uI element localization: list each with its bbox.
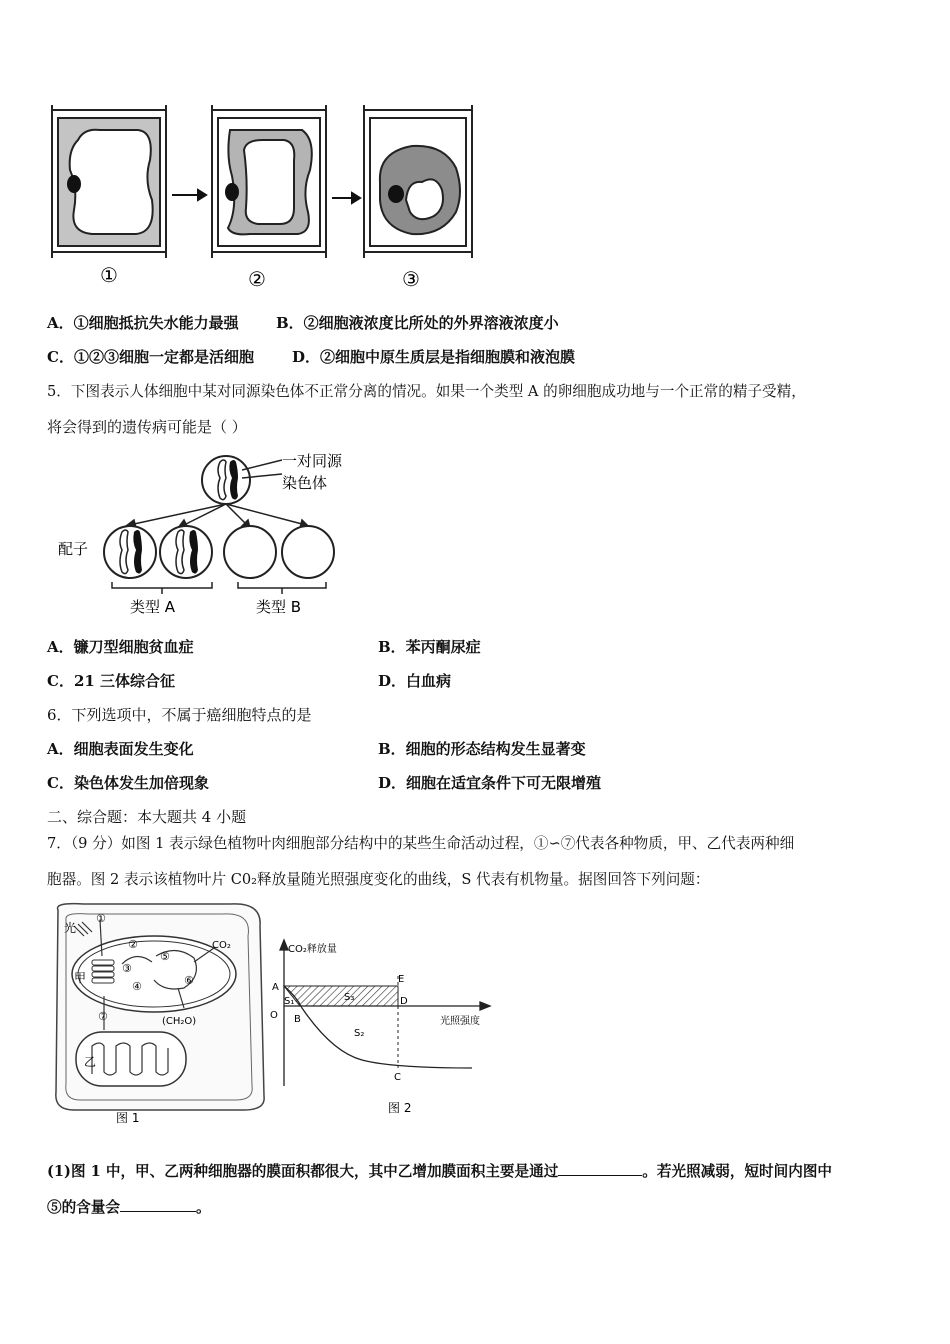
q7-stem-line1: 7．（9 分）如图 1 表示绿色植物叶肉细胞部分结构中的某些生命活动过程，①∽⑦代表各种物质，甲、乙代表两种细 bbox=[47, 835, 795, 852]
q4-option-c: C．①②③细胞一定都是活细胞 bbox=[47, 348, 254, 366]
q7-sub1-text-c: ⑤的含量会 bbox=[47, 1199, 120, 1216]
answer-blank-1[interactable] bbox=[558, 1161, 642, 1176]
q7-stem-line2: 胞器。图 2 表示该植物叶片 C0₂释放量随光照强度变化的曲线，S 代表有机物量。据图回答下列问题： bbox=[47, 871, 710, 888]
substance-4: ④ bbox=[132, 980, 142, 993]
type-a-label: 类型 A bbox=[130, 598, 176, 616]
q7-sub1-text-b: 。若光照减弱，短时间内图中 bbox=[642, 1163, 833, 1180]
q7-sub1-text-a: (1)图 1 中，甲、乙两种细胞器的膜面积都很大，其中乙增加膜面积主要是通过 bbox=[47, 1163, 559, 1180]
area-s1-label: S₁ bbox=[284, 996, 295, 1007]
q7-sub1-text-d: 。 bbox=[195, 1199, 211, 1216]
q7-sub1-line1 bbox=[47, 1160, 832, 1181]
plasmolysis-figure bbox=[40, 100, 480, 300]
section-heading: 二、综合题：本大题共 4 小题 bbox=[47, 808, 247, 826]
light-label: 光 bbox=[64, 921, 77, 935]
q5-option-c: C．21 三体综合征 bbox=[47, 672, 176, 690]
q6-option-a: A．细胞表面发生变化 bbox=[47, 740, 194, 758]
area-s3-label: S₃ bbox=[344, 992, 355, 1003]
ch2o-label: (CH₂O) bbox=[162, 1016, 197, 1027]
area-s2-label: S₂ bbox=[354, 1028, 365, 1039]
cell-label-2: ② bbox=[248, 267, 266, 291]
q6-option-c: C．染色体发生加倍现象 bbox=[47, 774, 209, 792]
answer-blank-2[interactable] bbox=[120, 1197, 196, 1212]
figure-1-caption: 图 1 bbox=[116, 1111, 140, 1125]
point-b: B bbox=[294, 1014, 301, 1025]
figure-2-caption: 图 2 bbox=[388, 1101, 412, 1115]
substance-6: ⑥ bbox=[184, 974, 194, 987]
substance-2: ② bbox=[128, 938, 138, 951]
y-axis-label: CO₂释放量 bbox=[288, 944, 337, 955]
q6-stem: 6．下列选项中，不属于癌细胞特点的是 bbox=[47, 706, 312, 724]
q7-sub1-line2 bbox=[47, 1196, 211, 1217]
substance-3: ③ bbox=[122, 962, 132, 975]
substance-5: ⑤ bbox=[160, 950, 170, 963]
point-e: E bbox=[398, 974, 405, 985]
x-axis-label: 光照强度 bbox=[440, 1016, 480, 1027]
substance-1: ① bbox=[96, 912, 106, 925]
point-a: A bbox=[272, 982, 279, 993]
q5-stem-line1: 5．下图表示人体细胞中某对同源染色体不正常分离的情况。如果一个类型 A 的卵细胞成功地与一个正常的精子受精， bbox=[47, 383, 806, 400]
type-b-label: 类型 B bbox=[256, 598, 302, 616]
area-s3 bbox=[284, 986, 398, 1006]
q4-option-d: D．②细胞中原生质层是指细胞膜和液泡膜 bbox=[292, 348, 576, 366]
q6-option-d: D．细胞在适宜条件下可无限增殖 bbox=[378, 774, 602, 792]
q4-option-a: A．①细胞抵抗失水能力最强 bbox=[47, 314, 239, 332]
q5-option-d: D．白血病 bbox=[378, 672, 452, 690]
figure-1-cell bbox=[44, 896, 274, 1128]
co2-label: CO₂ bbox=[212, 940, 231, 951]
q5-option-a: A．镰刀型细胞贫血症 bbox=[47, 638, 194, 656]
q5-option-b: B．苯丙酮尿症 bbox=[378, 638, 481, 656]
chromosome-nondisjunction-figure bbox=[50, 448, 370, 620]
cell-label-3: ③ bbox=[402, 267, 420, 291]
yi-label: 乙 bbox=[84, 1055, 97, 1069]
q5-stem-line2: 将会得到的遗传病可能是（ ） bbox=[47, 418, 247, 436]
point-o: O bbox=[270, 1010, 278, 1021]
substance-7: ⑦ bbox=[98, 1010, 108, 1023]
pair-label-line1: 一对同源 bbox=[282, 452, 343, 470]
point-d: D bbox=[400, 996, 408, 1007]
point-c: C bbox=[394, 1072, 401, 1083]
gamete-label: 配子 bbox=[58, 540, 89, 558]
q4-option-b: B．②细胞液浓度比所处的外界溶液浓度小 bbox=[276, 314, 559, 332]
pair-label-line2: 染色体 bbox=[282, 474, 328, 492]
figure-2-co2-curve bbox=[262, 936, 494, 1126]
q6-option-b: B．细胞的形态结构发生显著变 bbox=[378, 740, 586, 758]
cell-label-1: ① bbox=[100, 263, 118, 287]
jia-label: 甲 bbox=[74, 971, 87, 985]
